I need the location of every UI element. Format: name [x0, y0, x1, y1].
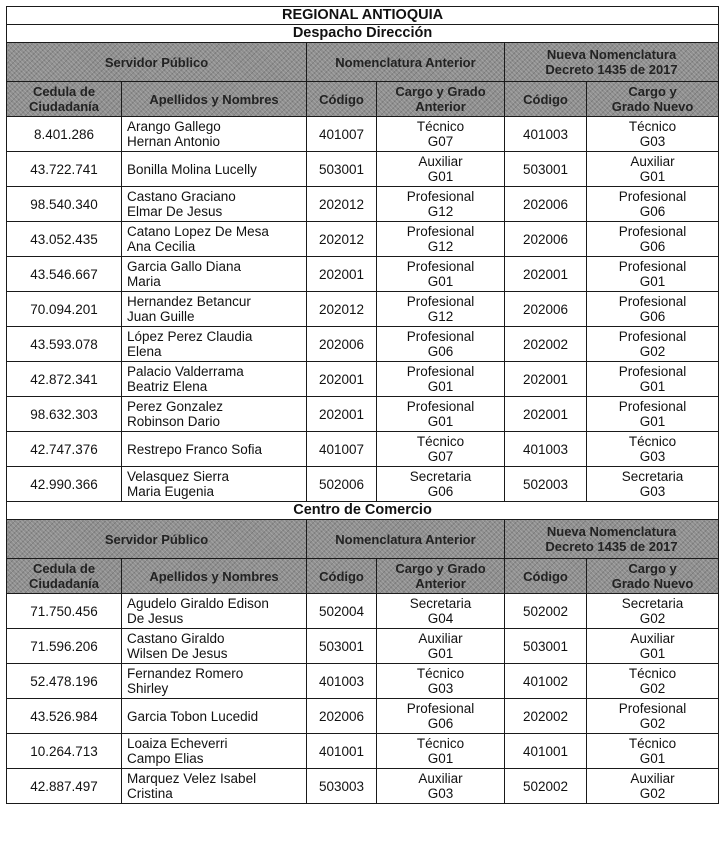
cedula-header-line2: Ciudadanía: [28, 576, 100, 591]
cedula-cell: 42.872.341: [7, 362, 122, 397]
cargo-nuevo-header-line1: Cargo y: [628, 561, 677, 576]
cargo-nuevo: Técnico: [628, 434, 677, 449]
nombre-line1: Marquez Velez Isabel: [127, 771, 257, 786]
codigo-nuevo-cell: 502002: [505, 769, 587, 804]
cargo-anterior: Profesional: [406, 224, 475, 239]
nombre-line2: Beatriz Elena: [127, 379, 208, 394]
nombre-cell: [122, 152, 307, 187]
cargo-anterior: Profesional: [406, 259, 475, 274]
cargo-anterior: Profesional: [406, 329, 475, 344]
section-title: Despacho Dirección: [7, 25, 719, 43]
codigo-anterior-cell: 401007: [307, 432, 377, 467]
nombre-cell: [122, 629, 307, 664]
cargo-nuevo: Profesional: [618, 329, 687, 344]
cargo-nuevo: Auxiliar: [630, 631, 675, 646]
cargo-nuevo-cell: [587, 362, 719, 397]
nueva-header-line1: Nueva Nomenclatura: [546, 524, 677, 539]
nueva-header-line2: Decreto 1435 de 2017: [545, 539, 678, 554]
grado-nuevo: G02: [639, 344, 666, 359]
codigo-anterior-cell: 502006: [307, 467, 377, 502]
grado-nuevo: G01: [639, 379, 666, 394]
cargo-nuevo: Técnico: [628, 666, 677, 681]
cargo-nuevo-cell: [587, 152, 719, 187]
grado-anterior: G01: [427, 274, 454, 289]
cargo-anterior: Profesional: [406, 294, 475, 309]
codigo-anterior-cell: 401001: [307, 734, 377, 769]
document-page: [6, 6, 718, 804]
cargo-anterior-cell: [377, 432, 505, 467]
cargo-anterior: Técnico: [416, 119, 465, 134]
nombre-line1: Restrepo Franco Sofia: [127, 441, 263, 457]
cargo-nuevo-header-line1: Cargo y: [628, 84, 677, 99]
nombre-line1: Catano Lopez De Mesa: [127, 224, 269, 239]
cargo-nuevo-cell: [587, 397, 719, 432]
nueva-nomenclatura-header: [505, 43, 719, 82]
cargo-nuevo-cell: [587, 769, 719, 804]
cargo-nuevo: Profesional: [618, 224, 687, 239]
cedula-cell: 52.478.196: [7, 664, 122, 699]
nombre-line2: Juan Guille: [127, 309, 195, 324]
cedula-cell: 70.094.201: [7, 292, 122, 327]
grado-nuevo: G03: [639, 134, 666, 149]
nombre-cell: [122, 257, 307, 292]
grado-anterior: G01: [427, 751, 454, 766]
nombre-cell: [122, 432, 307, 467]
table-row: [7, 432, 719, 467]
codigo-nuevo-cell: 202002: [505, 327, 587, 362]
cargo-nuevo: Técnico: [628, 119, 677, 134]
cargo-anterior-cell: [377, 664, 505, 699]
cedula-column-header: [7, 82, 122, 117]
nombre-line2: Campo Elias: [127, 751, 204, 766]
grado-nuevo: G03: [639, 484, 666, 499]
codigo-anterior-column-header: Código: [307, 82, 377, 117]
nombre-line2: De Jesus: [127, 611, 184, 626]
table-row: [7, 292, 719, 327]
cargo-nuevo-header-line2: Grado Nuevo: [611, 99, 694, 114]
grado-anterior: G01: [427, 414, 454, 429]
codigo-anterior-cell: 202012: [307, 187, 377, 222]
grado-nuevo: G01: [639, 751, 666, 766]
cedula-column-header: [7, 559, 122, 594]
cargo-nuevo-header-line2: Grado Nuevo: [611, 576, 694, 591]
cargo-anterior-header-line1: Cargo y Grado: [395, 84, 486, 99]
nombre-line1: Castano Giraldo: [127, 631, 225, 646]
nombre-line1: Agudelo Giraldo Edison: [127, 596, 269, 611]
cargo-nuevo: Secretaria: [621, 596, 684, 611]
table-row: [7, 397, 719, 432]
codigo-nuevo-cell: 401002: [505, 664, 587, 699]
grado-anterior: G12: [427, 239, 454, 254]
cargo-nuevo-cell: [587, 257, 719, 292]
cedula-header-line1: Cedula de: [32, 561, 96, 576]
cargo-nuevo: Profesional: [618, 259, 687, 274]
cargo-nuevo: Profesional: [618, 364, 687, 379]
nombre-cell: [122, 327, 307, 362]
cargo-anterior-header-line2: Anterior: [415, 576, 466, 591]
nombre-cell: [122, 734, 307, 769]
grado-anterior: G07: [427, 134, 454, 149]
nombre-line2: Cristina: [127, 786, 173, 801]
cargo-anterior: Secretaria: [409, 596, 472, 611]
grado-anterior: G01: [427, 379, 454, 394]
grado-nuevo: G02: [639, 681, 666, 696]
grado-anterior: G03: [427, 786, 454, 801]
grado-nuevo: G02: [639, 716, 666, 731]
cargo-nuevo-cell: [587, 432, 719, 467]
cargo-nuevo-cell: [587, 629, 719, 664]
cedula-cell: 42.887.497: [7, 769, 122, 804]
codigo-anterior-cell: 202012: [307, 292, 377, 327]
codigo-nuevo-cell: 503001: [505, 629, 587, 664]
cargo-anterior-cell: [377, 594, 505, 629]
nombre-line1: Hernandez Betancur: [127, 294, 251, 309]
nombre-line1: Perez Gonzalez: [127, 399, 224, 414]
cedula-cell: 10.264.713: [7, 734, 122, 769]
codigo-anterior-cell: 202012: [307, 222, 377, 257]
nombres-column-header: Apellidos y Nombres: [122, 559, 307, 594]
cargo-anterior-cell: [377, 397, 505, 432]
nombre-cell: [122, 187, 307, 222]
cargo-anterior-cell: [377, 362, 505, 397]
cedula-cell: 43.546.667: [7, 257, 122, 292]
cargo-nuevo: Profesional: [618, 701, 687, 716]
nombre-line1: Arango Gallego: [127, 119, 221, 134]
nombre-cell: [122, 769, 307, 804]
cedula-cell: 8.401.286: [7, 117, 122, 152]
cargo-anterior-cell: [377, 699, 505, 734]
cargo-nuevo: Secretaria: [621, 469, 684, 484]
table-row: [7, 467, 719, 502]
nombre-cell: [122, 362, 307, 397]
servidor-publico-header: Servidor Público: [7, 520, 307, 559]
nombre-line2: Ana Cecilia: [127, 239, 196, 254]
nombre-cell: [122, 467, 307, 502]
cargo-anterior-cell: [377, 257, 505, 292]
codigo-nuevo-cell: 202006: [505, 187, 587, 222]
table-row: [7, 769, 719, 804]
grado-nuevo: G01: [639, 646, 666, 661]
nombre-cell: [122, 664, 307, 699]
nombre-cell: [122, 397, 307, 432]
codigo-nuevo-column-header: Código: [505, 82, 587, 117]
grado-nuevo: G02: [639, 786, 666, 801]
nombre-line1: Velasquez Sierra: [127, 469, 230, 484]
codigo-nuevo-cell: 202001: [505, 362, 587, 397]
nombre-line2: Wilsen De Jesus: [127, 646, 228, 661]
grado-anterior: G06: [427, 484, 454, 499]
grado-anterior: G12: [427, 309, 454, 324]
codigo-anterior-cell: 202001: [307, 397, 377, 432]
cargo-nuevo-column-header: [587, 559, 719, 594]
grado-nuevo: G06: [639, 239, 666, 254]
grado-nuevo: G02: [639, 611, 666, 626]
cedula-cell: 71.596.206: [7, 629, 122, 664]
cargo-anterior: Auxiliar: [418, 154, 463, 169]
codigo-anterior-cell: 202001: [307, 257, 377, 292]
nomenclature-table: [6, 6, 719, 804]
table-row: [7, 734, 719, 769]
table-row: [7, 257, 719, 292]
grado-nuevo: G06: [639, 309, 666, 324]
cargo-nuevo-cell: [587, 222, 719, 257]
cargo-nuevo: Profesional: [618, 189, 687, 204]
cargo-anterior-cell: [377, 187, 505, 222]
table-row: [7, 629, 719, 664]
codigo-nuevo-cell: 202002: [505, 699, 587, 734]
grado-anterior: G06: [427, 344, 454, 359]
cedula-cell: 42.990.366: [7, 467, 122, 502]
codigo-anterior-cell: 503001: [307, 629, 377, 664]
nombres-column-header: Apellidos y Nombres: [122, 82, 307, 117]
nombre-line2: Robinson Dario: [127, 414, 221, 429]
cargo-nuevo-cell: [587, 327, 719, 362]
table-row: [7, 117, 719, 152]
nueva-nomenclatura-header: [505, 520, 719, 559]
grado-anterior: G01: [427, 646, 454, 661]
table-row: [7, 362, 719, 397]
table-row: [7, 699, 719, 734]
cedula-cell: 43.052.435: [7, 222, 122, 257]
codigo-anterior-cell: 401003: [307, 664, 377, 699]
nombre-line1: Palacio Valderrama: [127, 364, 244, 379]
cargo-anterior-cell: [377, 152, 505, 187]
cargo-nuevo-cell: [587, 292, 719, 327]
grado-anterior: G06: [427, 716, 454, 731]
grado-anterior: G01: [427, 169, 454, 184]
codigo-anterior-cell: 503001: [307, 152, 377, 187]
codigo-anterior-cell: 202006: [307, 327, 377, 362]
cargo-anterior-cell: [377, 734, 505, 769]
nombre-line2: Elmar De Jesus: [127, 204, 223, 219]
codigo-anterior-cell: 502004: [307, 594, 377, 629]
nueva-header-line2: Decreto 1435 de 2017: [545, 62, 678, 77]
codigo-anterior-cell: 202006: [307, 699, 377, 734]
cargo-nuevo-cell: [587, 467, 719, 502]
cedula-cell: 98.540.340: [7, 187, 122, 222]
nombre-line1: Castano Graciano: [127, 189, 236, 204]
cargo-anterior-cell: [377, 222, 505, 257]
codigo-nuevo-cell: 401003: [505, 117, 587, 152]
nombre-line1: Loaiza Echeverri: [127, 736, 228, 751]
cargo-nuevo-cell: [587, 699, 719, 734]
cargo-anterior: Secretaria: [409, 469, 472, 484]
table-row: [7, 327, 719, 362]
codigo-anterior-cell: 401007: [307, 117, 377, 152]
codigo-nuevo-cell: 202001: [505, 257, 587, 292]
cargo-anterior-cell: [377, 292, 505, 327]
cargo-nuevo-cell: [587, 187, 719, 222]
cargo-nuevo-cell: [587, 117, 719, 152]
cedula-cell: 43.722.741: [7, 152, 122, 187]
cargo-nuevo-cell: [587, 664, 719, 699]
codigo-nuevo-cell: 401001: [505, 734, 587, 769]
nombre-cell: [122, 594, 307, 629]
cargo-nuevo: Técnico: [628, 736, 677, 751]
region-title: REGIONAL ANTIOQUIA: [7, 7, 719, 25]
cargo-anterior-column-header: [377, 559, 505, 594]
grado-anterior: G07: [427, 449, 454, 464]
cargo-nuevo: Profesional: [618, 399, 687, 414]
table-row: [7, 187, 719, 222]
codigo-nuevo-cell: 502003: [505, 467, 587, 502]
nombre-cell: [122, 292, 307, 327]
grado-nuevo: G06: [639, 204, 666, 219]
nombre-line1: Garcia Tobon Lucedid: [127, 708, 259, 724]
codigo-nuevo-cell: 202006: [505, 292, 587, 327]
nombre-line2: Elena: [127, 344, 162, 359]
cedula-cell: 43.593.078: [7, 327, 122, 362]
cedula-cell: 71.750.456: [7, 594, 122, 629]
codigo-nuevo-cell: 502002: [505, 594, 587, 629]
nombre-cell: [122, 699, 307, 734]
cargo-anterior-column-header: [377, 82, 505, 117]
servidor-publico-header: Servidor Público: [7, 43, 307, 82]
cargo-anterior: Auxiliar: [418, 631, 463, 646]
cargo-nuevo: Profesional: [618, 294, 687, 309]
cedula-header-line2: Ciudadanía: [28, 99, 100, 114]
cargo-nuevo-cell: [587, 734, 719, 769]
grado-nuevo: G01: [639, 274, 666, 289]
cargo-anterior: Auxiliar: [418, 771, 463, 786]
cargo-anterior: Técnico: [416, 434, 465, 449]
grado-anterior: G03: [427, 681, 454, 696]
nombre-line1: Fernandez Romero: [127, 666, 244, 681]
cargo-anterior-cell: [377, 769, 505, 804]
cedula-header-line1: Cedula de: [32, 84, 96, 99]
cargo-anterior: Técnico: [416, 666, 465, 681]
cedula-cell: 42.747.376: [7, 432, 122, 467]
nombre-line1: Bonilla Molina Lucelly: [127, 161, 257, 177]
cargo-anterior: Profesional: [406, 701, 475, 716]
cargo-anterior-cell: [377, 629, 505, 664]
grado-anterior: G12: [427, 204, 454, 219]
nomenclatura-anterior-header: Nomenclatura Anterior: [307, 43, 505, 82]
cargo-anterior: Técnico: [416, 736, 465, 751]
codigo-anterior-column-header: Código: [307, 559, 377, 594]
cargo-anterior: Profesional: [406, 189, 475, 204]
cargo-anterior-header-line2: Anterior: [415, 99, 466, 114]
nueva-header-line1: Nueva Nomenclatura: [546, 47, 677, 62]
nombre-line2: Shirley: [127, 681, 169, 696]
cargo-nuevo: Auxiliar: [630, 154, 675, 169]
table-row: [7, 222, 719, 257]
codigo-nuevo-column-header: Código: [505, 559, 587, 594]
cargo-anterior-cell: [377, 117, 505, 152]
nombre-line2: Maria Eugenia: [127, 484, 215, 499]
nombre-line2: Hernan Antonio: [127, 134, 221, 149]
nomenclatura-anterior-header: Nomenclatura Anterior: [307, 520, 505, 559]
nombre-line1: López Perez Claudia: [127, 329, 253, 344]
nombre-cell: [122, 222, 307, 257]
table-row: [7, 152, 719, 187]
cargo-anterior: Profesional: [406, 364, 475, 379]
grado-nuevo: G03: [639, 449, 666, 464]
table-row: [7, 594, 719, 629]
codigo-nuevo-cell: 503001: [505, 152, 587, 187]
cargo-anterior-cell: [377, 467, 505, 502]
nombre-cell: [122, 117, 307, 152]
cargo-nuevo-column-header: [587, 82, 719, 117]
cedula-cell: 43.526.984: [7, 699, 122, 734]
codigo-nuevo-cell: 202001: [505, 397, 587, 432]
cedula-cell: 98.632.303: [7, 397, 122, 432]
table-row: [7, 664, 719, 699]
grado-anterior: G04: [427, 611, 454, 626]
nombre-line2: Maria: [127, 274, 161, 289]
cargo-anterior-cell: [377, 327, 505, 362]
codigo-nuevo-cell: 202006: [505, 222, 587, 257]
cargo-nuevo: Auxiliar: [630, 771, 675, 786]
cargo-nuevo-cell: [587, 594, 719, 629]
codigo-nuevo-cell: 401003: [505, 432, 587, 467]
grado-nuevo: G01: [639, 414, 666, 429]
nombre-line1: Garcia Gallo Diana: [127, 259, 242, 274]
codigo-anterior-cell: 202001: [307, 362, 377, 397]
cargo-anterior: Profesional: [406, 399, 475, 414]
codigo-anterior-cell: 503003: [307, 769, 377, 804]
grado-nuevo: G01: [639, 169, 666, 184]
section-title: Centro de Comercio: [7, 502, 719, 520]
cargo-anterior-header-line1: Cargo y Grado: [395, 561, 486, 576]
